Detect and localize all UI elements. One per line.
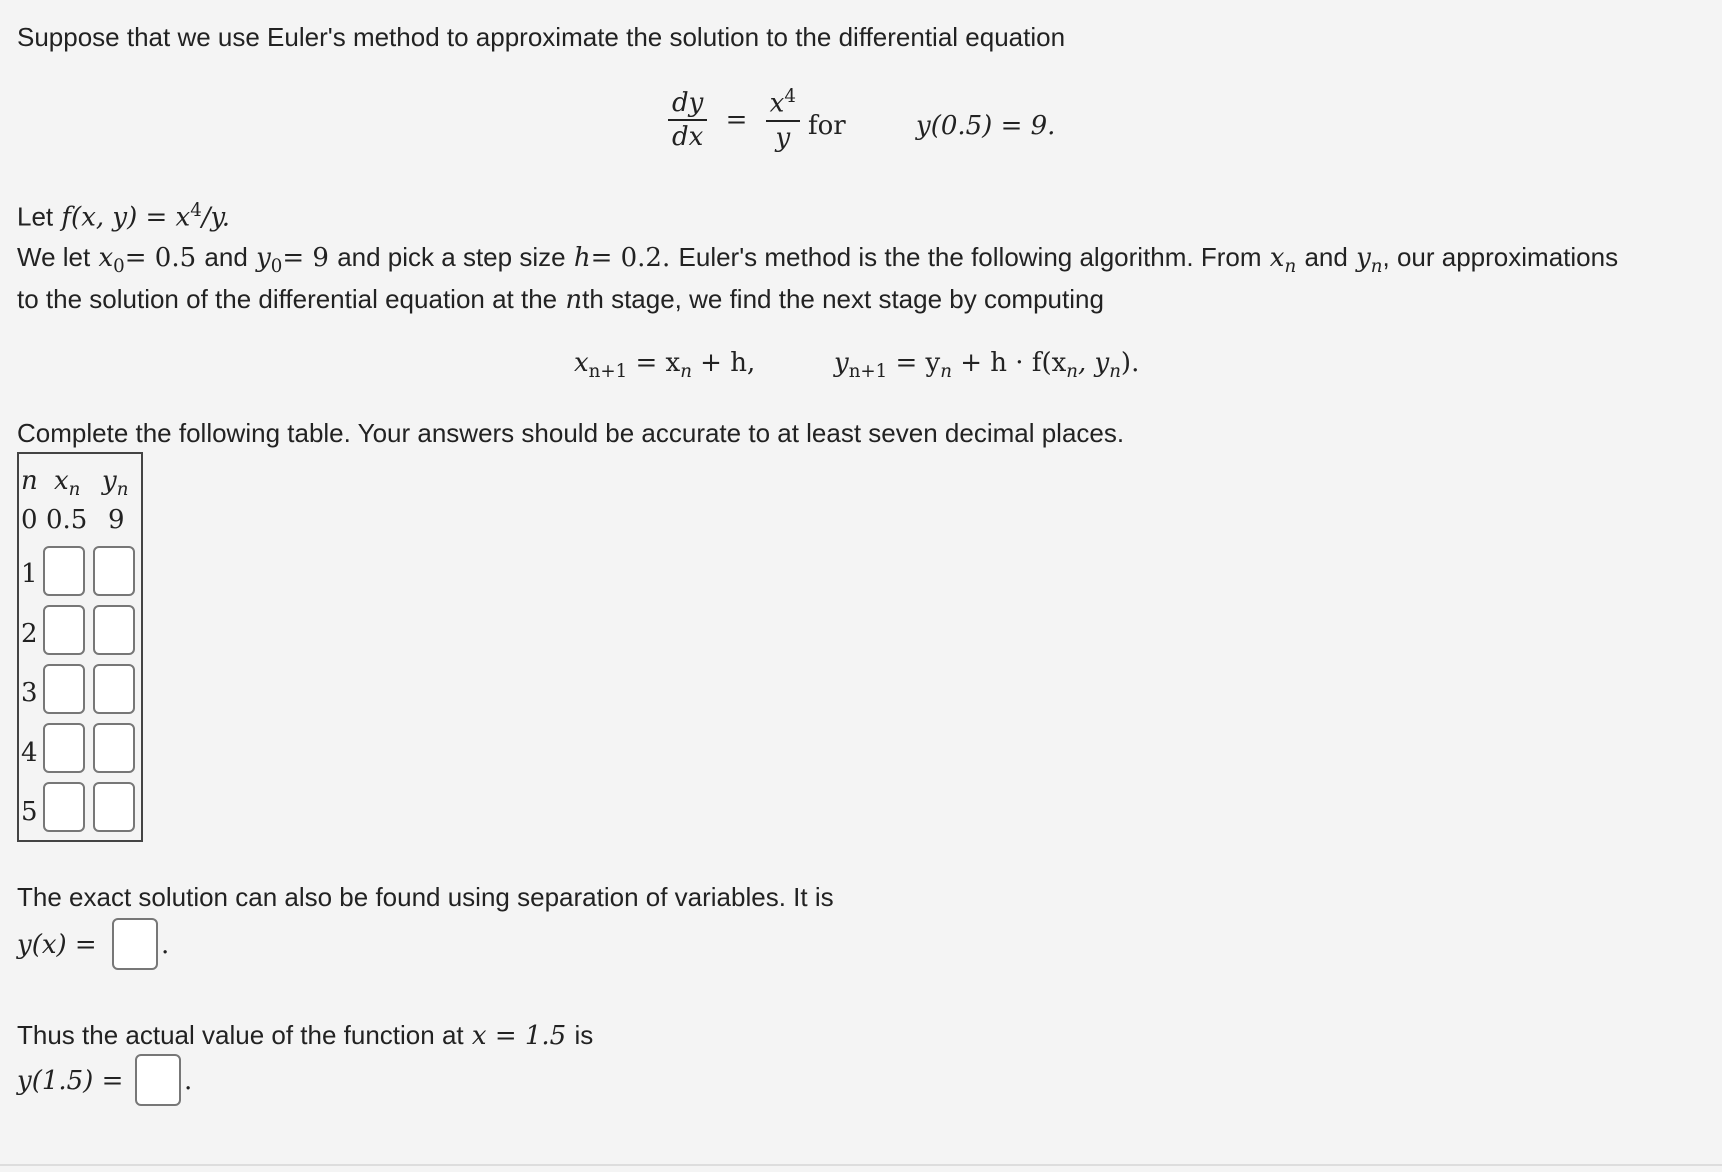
actual-sentence — [17, 1020, 593, 1051]
f-definition: Let f(x, $y) = x^4/y$. — [17, 200, 231, 233]
row5-n: 5 — [21, 797, 38, 827]
algorithm-line-2: to the solution of the differential equation at the nth stage, we find the next stage by computing — [17, 284, 1104, 315]
header-x-sub: n — [68, 479, 81, 501]
row2-n: 2 — [21, 619, 38, 649]
exact-period: . — [161, 930, 170, 960]
header-yn — [102, 466, 128, 500]
for-word: for — [808, 111, 846, 141]
y0-value: = 9 — [282, 243, 329, 273]
text-solution-at: to the solution of the differential equation at the — [17, 284, 558, 314]
x-update-formula: $x_{n+1} = x_n + h$, — [574, 348, 756, 383]
y-update-formula: $y_{n+1} = y_n + h \cdot f(x_n$, $y_n$). — [834, 348, 1140, 383]
ode-display — [668, 86, 800, 155]
header-y-label: y — [102, 466, 117, 496]
f-rhs-base: x — [175, 202, 191, 233]
exact-lhs: y(x) = — [17, 930, 97, 960]
row0-y: 9 — [108, 505, 125, 535]
row3-x-input[interactable] — [43, 664, 85, 714]
row4-x-input[interactable] — [43, 723, 85, 773]
dx-denominator: dx — [672, 122, 704, 153]
row5-y-input[interactable] — [93, 782, 135, 832]
algorithm-line-1: We let $x_0= 0.5$ and $y_0= 9$ and pick a step size h= 0.2. Euler's method is the the following algorithm. From $x_n$ and $y_n$, our approximations — [17, 242, 1619, 278]
header-n: n — [21, 466, 38, 496]
equals-sign: = — [725, 104, 748, 135]
row4-n: 4 — [21, 738, 38, 768]
row1-y-input[interactable] — [93, 546, 135, 596]
x-update-tail: + h, — [700, 348, 756, 378]
actual-lhs: y(1.5) = — [17, 1066, 124, 1096]
text-approximations: , our approximations — [1382, 242, 1619, 272]
header-x-label: x — [54, 466, 69, 496]
y-update-end: ). — [1120, 348, 1140, 378]
actual-text-a: Thus the actual value of the function at — [17, 1020, 464, 1050]
row1-x-input[interactable] — [43, 546, 85, 596]
header-xn — [54, 466, 80, 500]
actual-period: . — [184, 1066, 193, 1096]
let-word: Let — [17, 201, 54, 232]
actual-x-value: x = 1.5 — [471, 1021, 567, 1051]
row3-y-input[interactable] — [93, 664, 135, 714]
instructions: Complete the following table. Your answers should be accurate to at least seven decimal places. — [17, 418, 1125, 448]
x-update-rhs: = x — [635, 348, 681, 378]
header-y-sub: n — [116, 479, 129, 501]
text-euler-method: Euler's method is the the following algorithm. From — [678, 242, 1262, 272]
text-we-let: We let — [17, 242, 91, 272]
h-value: = 0.2. — [590, 243, 671, 273]
bottom-divider — [0, 1164, 1722, 1166]
text-and-2: and — [1304, 242, 1348, 272]
x-exponent: 4 — [784, 86, 796, 107]
x4-numerator — [766, 86, 800, 122]
x-base: x — [769, 88, 785, 119]
f-rhs-exp: 4 — [190, 200, 202, 221]
row2-x-input[interactable] — [43, 605, 85, 655]
f-rhs-tail: /y. — [201, 202, 231, 233]
row3-n: 3 — [21, 678, 38, 708]
row0-x: 0.5 — [46, 505, 88, 535]
x0-value: = 0.5 — [124, 243, 197, 273]
row1-n: 1 — [21, 559, 38, 589]
exact-sentence: The exact solution can also be found using separation of variables. It is — [17, 882, 834, 912]
initial-condition: y(0.5) = 9. — [916, 111, 1056, 141]
text-next-stage: th stage, we find the next stage by computing — [582, 284, 1104, 314]
text-and-1: and — [204, 242, 248, 272]
row4-y-input[interactable] — [93, 723, 135, 773]
y-update-rhs: = y — [895, 348, 941, 378]
actual-value-input[interactable] — [135, 1054, 181, 1106]
intro-sentence: Suppose that we use Euler's method to approximate the solution to the differential equation — [17, 22, 1066, 52]
actual-text-b: is — [574, 1020, 594, 1050]
text-step-size: and pick a step size — [337, 242, 566, 272]
y-denominator: y — [775, 123, 791, 154]
row5-x-input[interactable] — [43, 782, 85, 832]
exact-solution-input[interactable] — [112, 918, 158, 970]
row0-n: 0 — [21, 505, 38, 535]
y-update-tail: + h · f(x — [960, 348, 1067, 378]
x4-over-y-fraction — [766, 86, 800, 155]
dy-dx-fraction — [668, 87, 707, 154]
f-lhs: f(x, y) — [61, 202, 138, 233]
dy-numerator: dy — [668, 87, 707, 122]
row2-y-input[interactable] — [93, 605, 135, 655]
